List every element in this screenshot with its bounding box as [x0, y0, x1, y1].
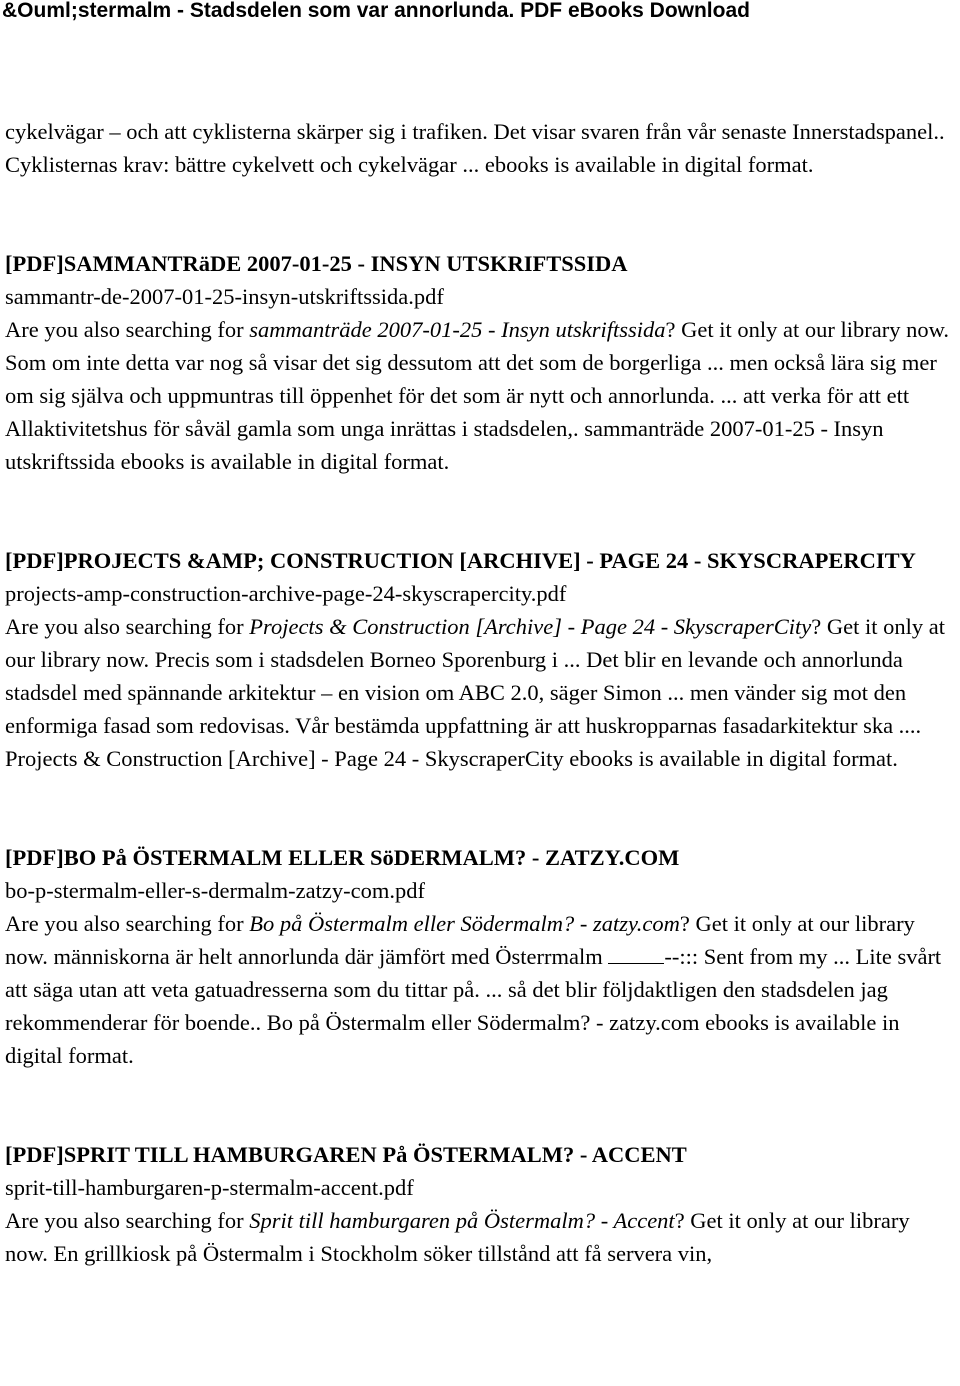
search-prefix: Are you also searching for — [5, 614, 250, 639]
search-title: Sprit till hamburgaren på Östermalm? - Accent — [249, 1208, 675, 1233]
result-description — [5, 313, 955, 478]
result-sammantrade — [5, 247, 955, 478]
result-title[interactable]: [PDF]SPRIT TILL HAMBURGAREN På ÖSTERMALM? - ACCENT — [5, 1142, 687, 1167]
search-prefix: Are you also searching for — [5, 317, 250, 342]
page-header: &Ouml;stermalm - Stadsdelen som var annorlunda. PDF eBooks Download — [2, 0, 750, 22]
result-filename: sammantr-de-2007-01-25-insyn-utskriftssida.pdf — [5, 284, 444, 309]
result-body: ? Get it only at our library now. Som om inte detta var nog så visar det sig dessutom att det som de borgerliga ... men också lära sig mer om sig själva och uppmuntras till öppenhet för det som är nytt och annorlunda. ... att verka för att ett Allaktivitetshus för såväl gamla som unga inrättas i stadsdelen,. sammanträde 2007-01-25 - Insyn utskriftssida ebooks is available in digital format. — [5, 317, 950, 474]
document-content — [5, 115, 955, 1270]
result-title[interactable]: [PDF]BO På ÖSTERMALM ELLER SöDERMALM? - ZATZY.COM — [5, 845, 680, 870]
search-prefix: Are you also searching for — [5, 1208, 250, 1233]
underline-blank — [608, 943, 664, 964]
result-body-continued: --::: Sent from my ... Lite svårt att säga utan att veta gatuadresserna som du tittar på. ... så det blir följdaktligen den stadsdelen jag rekommenderar för boende.. Bo på Östermalm eller Södermalm? - zatzy.com ebooks is available in digital format. — [5, 944, 942, 1068]
result-projects — [5, 544, 955, 775]
result-description — [5, 907, 955, 1072]
search-title: Projects & Construction [Archive] - Page 24 - SkyscraperCity — [249, 614, 812, 639]
intro-paragraph: cykelvägar – och att cyklisterna skärper sig i trafiken. Det visar svaren från vår senaste Innerstadspanel.. Cyklisternas krav: bättre cykelvett och cykelvägar ... ebooks is available in digital format. — [5, 119, 945, 177]
search-title: sammanträde 2007-01-25 - Insyn utskriftssida — [249, 317, 666, 342]
result-title[interactable]: [PDF]PROJECTS &AMP; CONSTRUCTION [ARCHIVE] - PAGE 24 - SKYSCRAPERCITY — [5, 548, 916, 573]
result-body: ? Get it only at our library now. Precis som i stadsdelen Borneo Sporenburg i ... Det blir en levande och annorlunda stadsdel med spännande arkitektur – en vision om ABC 2.0, säger Simon ... men vänder sig mot den enformiga fasad som redovisas. Vår bestämda uppfattning är att huskropparnas fasadarkitektur ska .... Projects & Construction [Archive] - Page 24 - SkyscraperCity ebooks is available in digital format. — [5, 614, 945, 771]
search-prefix: Are you also searching for — [5, 911, 250, 936]
result-bo-pa-ostermalm — [5, 841, 955, 1072]
result-body: ? Get it only at our library now. En grillkiosk på Östermalm i Stockholm söker tillstånd att få servera vin, — [5, 1208, 910, 1266]
result-title[interactable]: [PDF]SAMMANTRäDE 2007-01-25 - INSYN UTSKRIFTSSIDA — [5, 251, 628, 276]
search-title: Bo på Östermalm eller Södermalm? - zatzy.com — [249, 911, 680, 936]
result-description — [5, 610, 955, 775]
result-filename: sprit-till-hamburgaren-p-stermalm-accent.pdf — [5, 1175, 414, 1200]
result-sprit-till-hamburgaren — [5, 1138, 955, 1270]
result-filename: bo-p-stermalm-eller-s-dermalm-zatzy-com.pdf — [5, 878, 425, 903]
result-description — [5, 1204, 955, 1270]
result-filename: projects-amp-construction-archive-page-24-skyscrapercity.pdf — [5, 581, 567, 606]
result-body: ? Get it only at our library now. människorna är helt annorlunda där jämfört med Österrmalm — [5, 911, 915, 969]
